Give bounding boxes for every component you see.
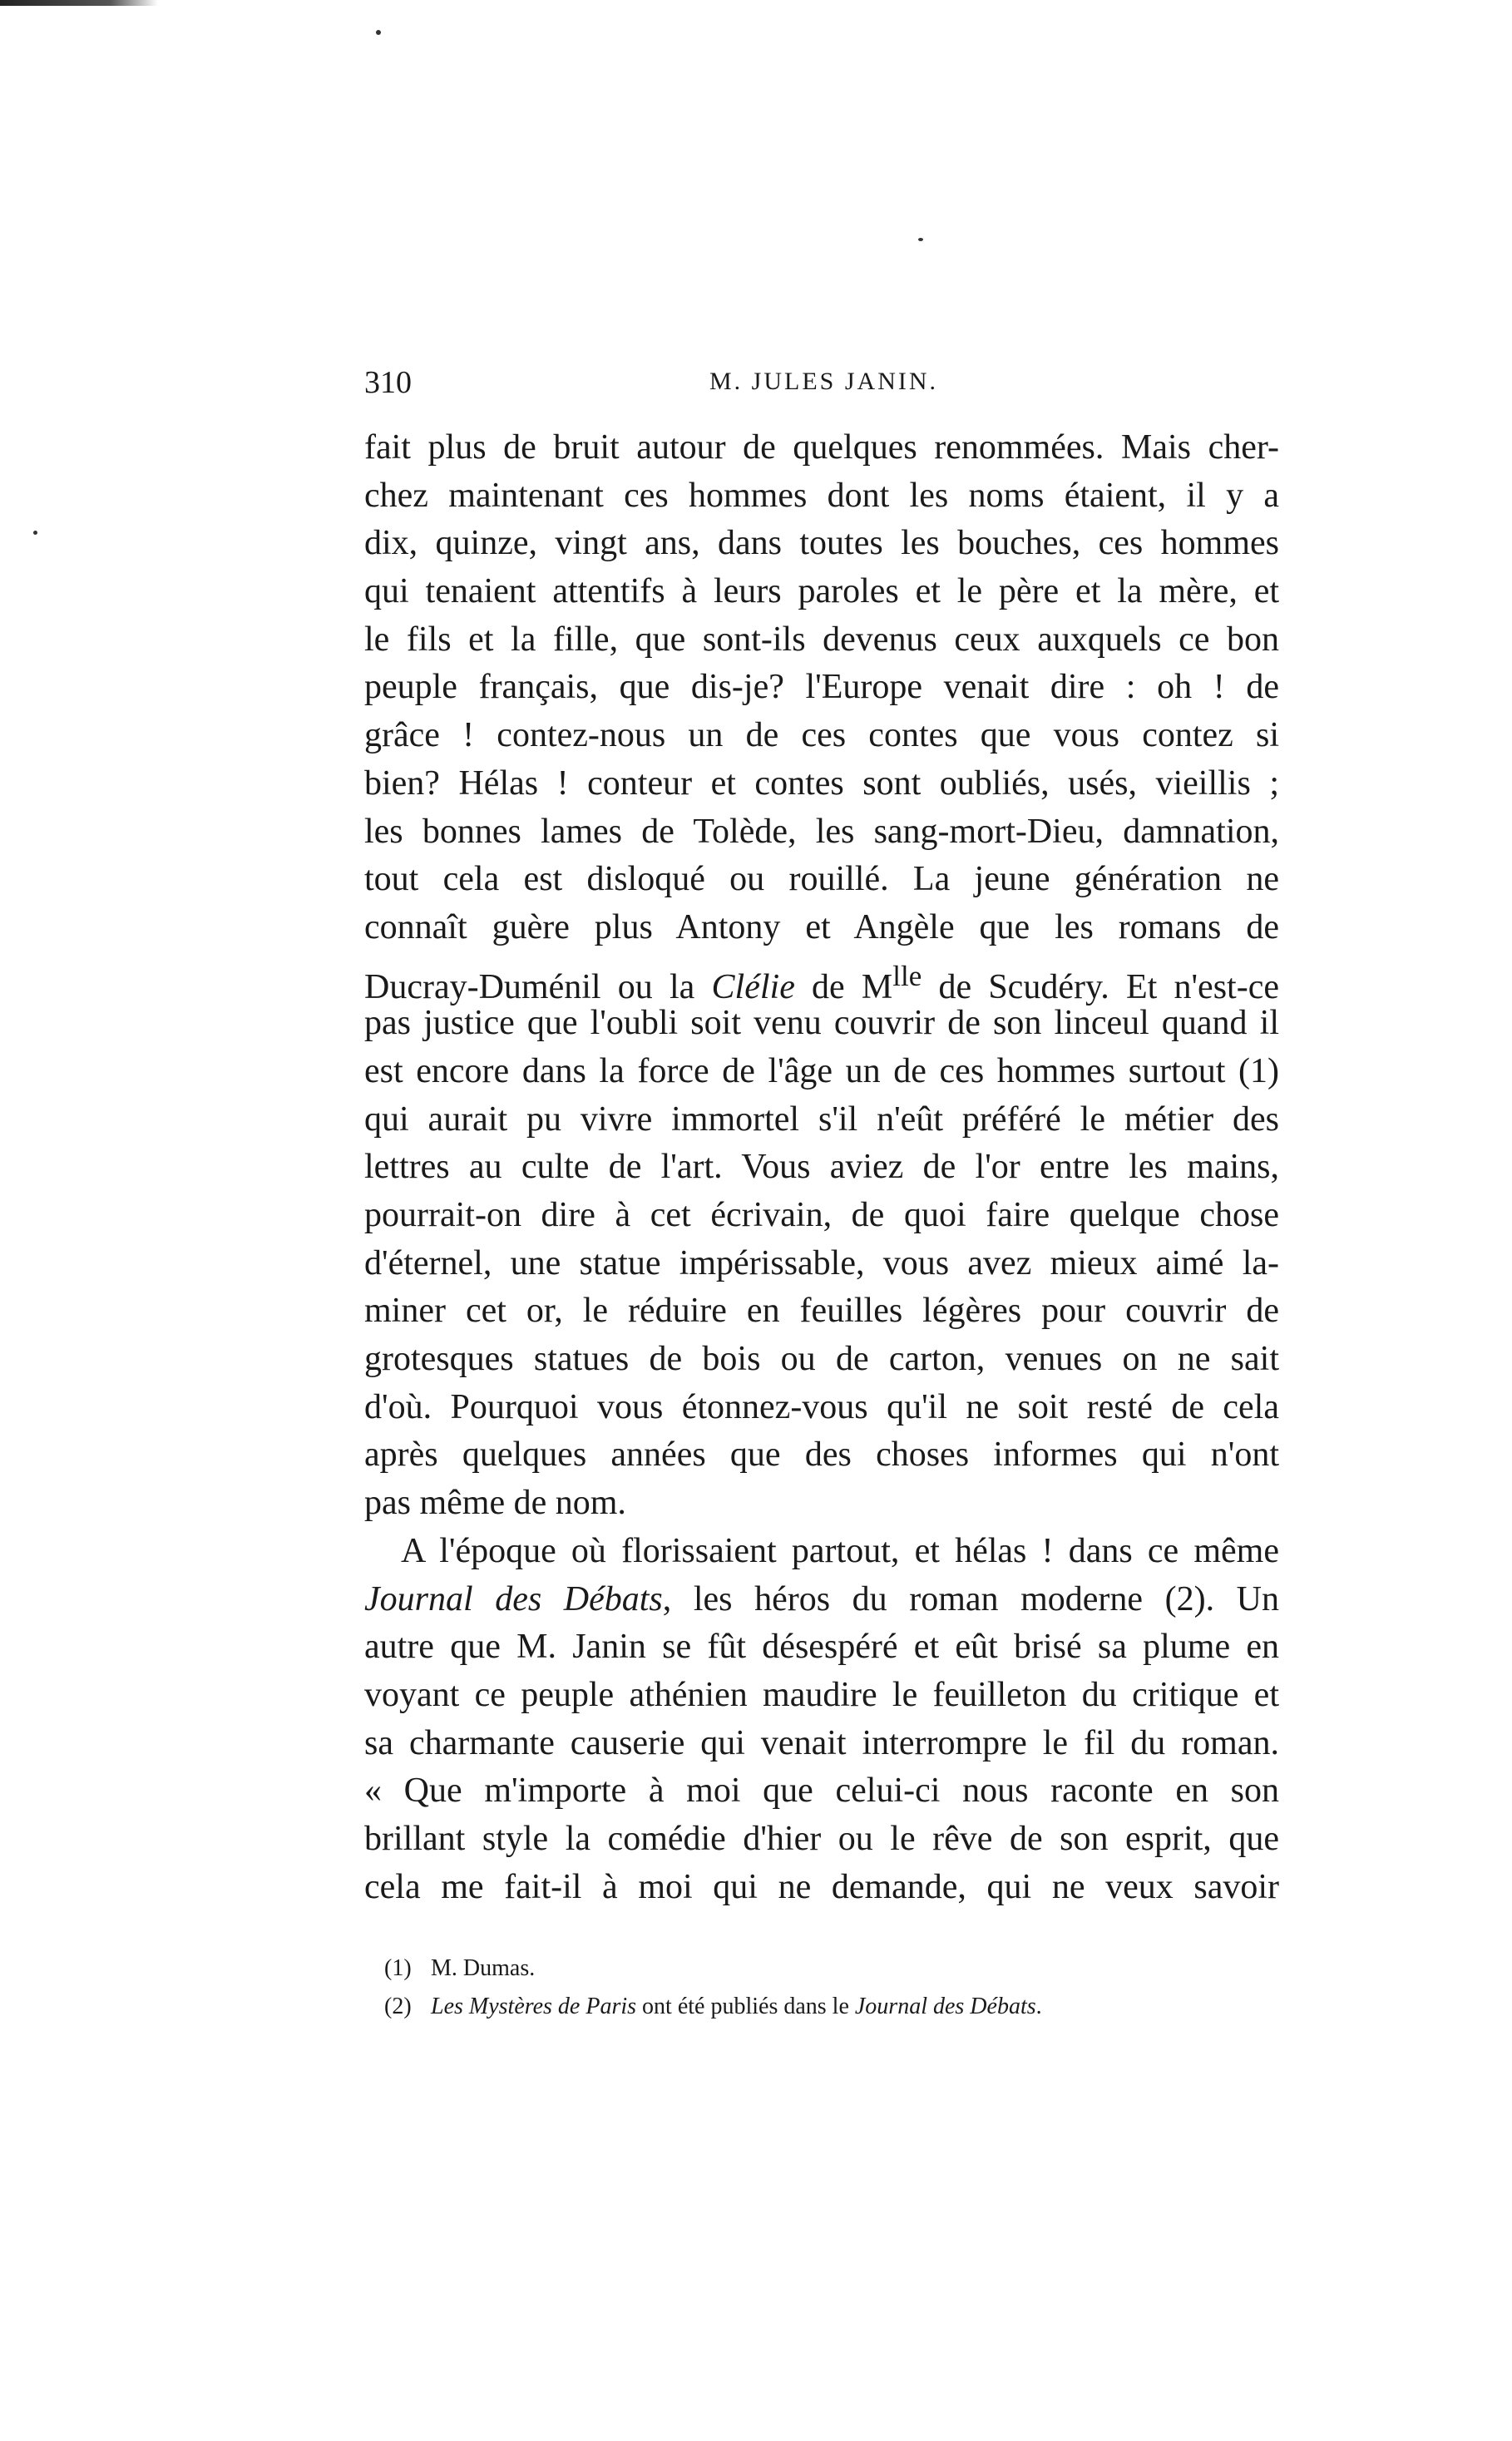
page-header xyxy=(364,364,1279,414)
line-text: miner cet or, le réduire en feuilles légères pour couvrir de xyxy=(364,1292,1279,1331)
running-head: M. JULES JANIN. xyxy=(709,368,939,395)
footnote-text: M. Dumas. xyxy=(431,1955,536,1981)
footnote-mark: (2) xyxy=(384,1994,412,2019)
text-line xyxy=(364,1096,1279,1144)
line-text: grotesques statues de bois ou de carton, venues on ne sait xyxy=(364,1340,1279,1379)
text-line xyxy=(364,1431,1279,1480)
text-line xyxy=(364,760,1279,808)
scan-edge-mark xyxy=(0,0,158,6)
line-text: de Scudéry. Et n'est-ce xyxy=(922,967,1279,1006)
text-line xyxy=(364,1336,1279,1384)
footnote-mark: (1) xyxy=(384,1955,412,1981)
italic-title: Clélie xyxy=(711,967,795,1006)
text-line xyxy=(364,1240,1279,1288)
text-line xyxy=(364,1480,1279,1528)
line-text: pas justice que l'oubli soit venu couvrir de son linceul quand il xyxy=(364,1004,1279,1043)
text-line xyxy=(364,1384,1279,1432)
line-text: fait plus de bruit autour de quelques renommées. Mais cher- xyxy=(364,428,1279,467)
text-line xyxy=(364,616,1279,665)
italic-title: Journal des Débats xyxy=(364,1579,663,1618)
text-line xyxy=(364,664,1279,712)
line-text: chez maintenant ces hommes dont les noms étaient, il y a xyxy=(364,476,1279,515)
text-line xyxy=(364,1287,1279,1336)
text-line xyxy=(364,424,1279,472)
line-text: bien? Hélas ! conteur et contes sont oubliés, usés, vieillis ; xyxy=(364,763,1279,803)
scan-speck xyxy=(918,238,923,241)
line-text: après quelques années que des choses informes qui n'ont xyxy=(364,1435,1279,1475)
text-line xyxy=(364,1720,1279,1768)
text-line xyxy=(364,856,1279,904)
line-text: brillant style la comédie d'hier ou le rêve de son esprit, que xyxy=(364,1819,1279,1858)
line-text: pas même de nom. xyxy=(364,1484,626,1523)
text-line xyxy=(364,1192,1279,1240)
text-line xyxy=(364,1528,1279,1576)
text-line xyxy=(364,952,1279,1006)
text-line xyxy=(364,904,1279,952)
text-line xyxy=(364,568,1279,616)
line-text: voyant ce peuple athénien maudire le feuilleton du critique et xyxy=(364,1675,1279,1714)
text-line xyxy=(364,1048,1279,1096)
line-text: , les héros du roman moderne (2). Un xyxy=(662,1579,1279,1618)
footnote-italic: Les Mystères de Paris xyxy=(431,1994,637,2019)
line-text: grâce ! contez-nous un de ces contes que vous contez si xyxy=(364,716,1279,755)
text-line xyxy=(364,1144,1279,1192)
footnote-italic: Journal des Débats xyxy=(854,1994,1036,2019)
scan-speck xyxy=(33,531,37,535)
line-text: qui tenaient attentifs à leurs paroles et le père et la mère, et xyxy=(364,572,1279,611)
text-line xyxy=(364,1623,1279,1672)
line-text: sa charmante causerie qui venait interrompre le fil du roman. xyxy=(364,1723,1279,1762)
text-line xyxy=(364,712,1279,760)
text-line xyxy=(364,1767,1279,1816)
text-line xyxy=(364,1816,1279,1864)
line-text: qui aurait pu vivre immortel s'il n'eût préféré le métier des xyxy=(364,1099,1279,1139)
line-text: peuple français, que dis-je? l'Europe venait dire : oh ! de xyxy=(364,668,1279,707)
superscript: lle xyxy=(892,959,922,992)
scan-speck xyxy=(376,30,381,35)
line-text: cela me fait-il à moi qui ne demande, qui ne veux savoir xyxy=(364,1867,1279,1906)
text-line xyxy=(364,1864,1279,1912)
footnote-text: ont été publiés dans le xyxy=(636,1994,855,2019)
line-text: d'où. Pourquoi vous étonnez-vous qu'il ne soit resté de cela xyxy=(364,1387,1279,1426)
line-text: tout cela est disloqué ou rouillé. La jeune génération ne xyxy=(364,860,1279,899)
body-text xyxy=(364,424,1279,1911)
line-text: dix, quinze, vingt ans, dans toutes les bouches, ces hommes xyxy=(364,524,1279,563)
line-text: les bonnes lames de Tolède, les sang-mort-Dieu, damnation, xyxy=(364,812,1279,851)
text-line xyxy=(364,1576,1279,1624)
line-text: d'éternel, une statue impérissable, vous avez mieux aimé la- xyxy=(364,1243,1279,1282)
footnote xyxy=(384,1949,1258,1988)
line-text: A l'époque où florissaient partout, et hélas ! dans ce même xyxy=(401,1531,1279,1570)
line-text: autre que M. Janin se fût désespéré et eût brisé sa plume en xyxy=(364,1628,1279,1667)
page-number: 310 xyxy=(364,365,412,400)
line-text: « Que m'importe à moi que celui-ci nous raconte en son xyxy=(364,1771,1279,1811)
footnote xyxy=(384,1988,1258,2026)
footnote-text: . xyxy=(1035,1994,1042,2019)
line-text: Ducray-Duménil ou la xyxy=(364,967,712,1006)
line-text: le fils et la fille, que sont-ils devenus ceux auxquels ce bon xyxy=(364,620,1279,659)
text-line xyxy=(364,472,1279,521)
line-text: lettres au culte de l'art. Vous aviez de l'or entre les mains, xyxy=(364,1148,1279,1187)
text-line xyxy=(364,808,1279,857)
line-text: pourrait-on dire à cet écrivain, de quoi faire quelque chose xyxy=(364,1196,1279,1234)
text-line xyxy=(364,1672,1279,1720)
line-text: de M xyxy=(794,967,893,1006)
text-line xyxy=(364,1000,1279,1048)
text-line xyxy=(364,520,1279,568)
line-text: est encore dans la force de l'âge un de ces hommes surtout (1) xyxy=(364,1051,1279,1090)
line-text: connaît guère plus Antony et Angèle que les romans de xyxy=(364,907,1279,946)
footnotes xyxy=(384,1949,1258,2026)
